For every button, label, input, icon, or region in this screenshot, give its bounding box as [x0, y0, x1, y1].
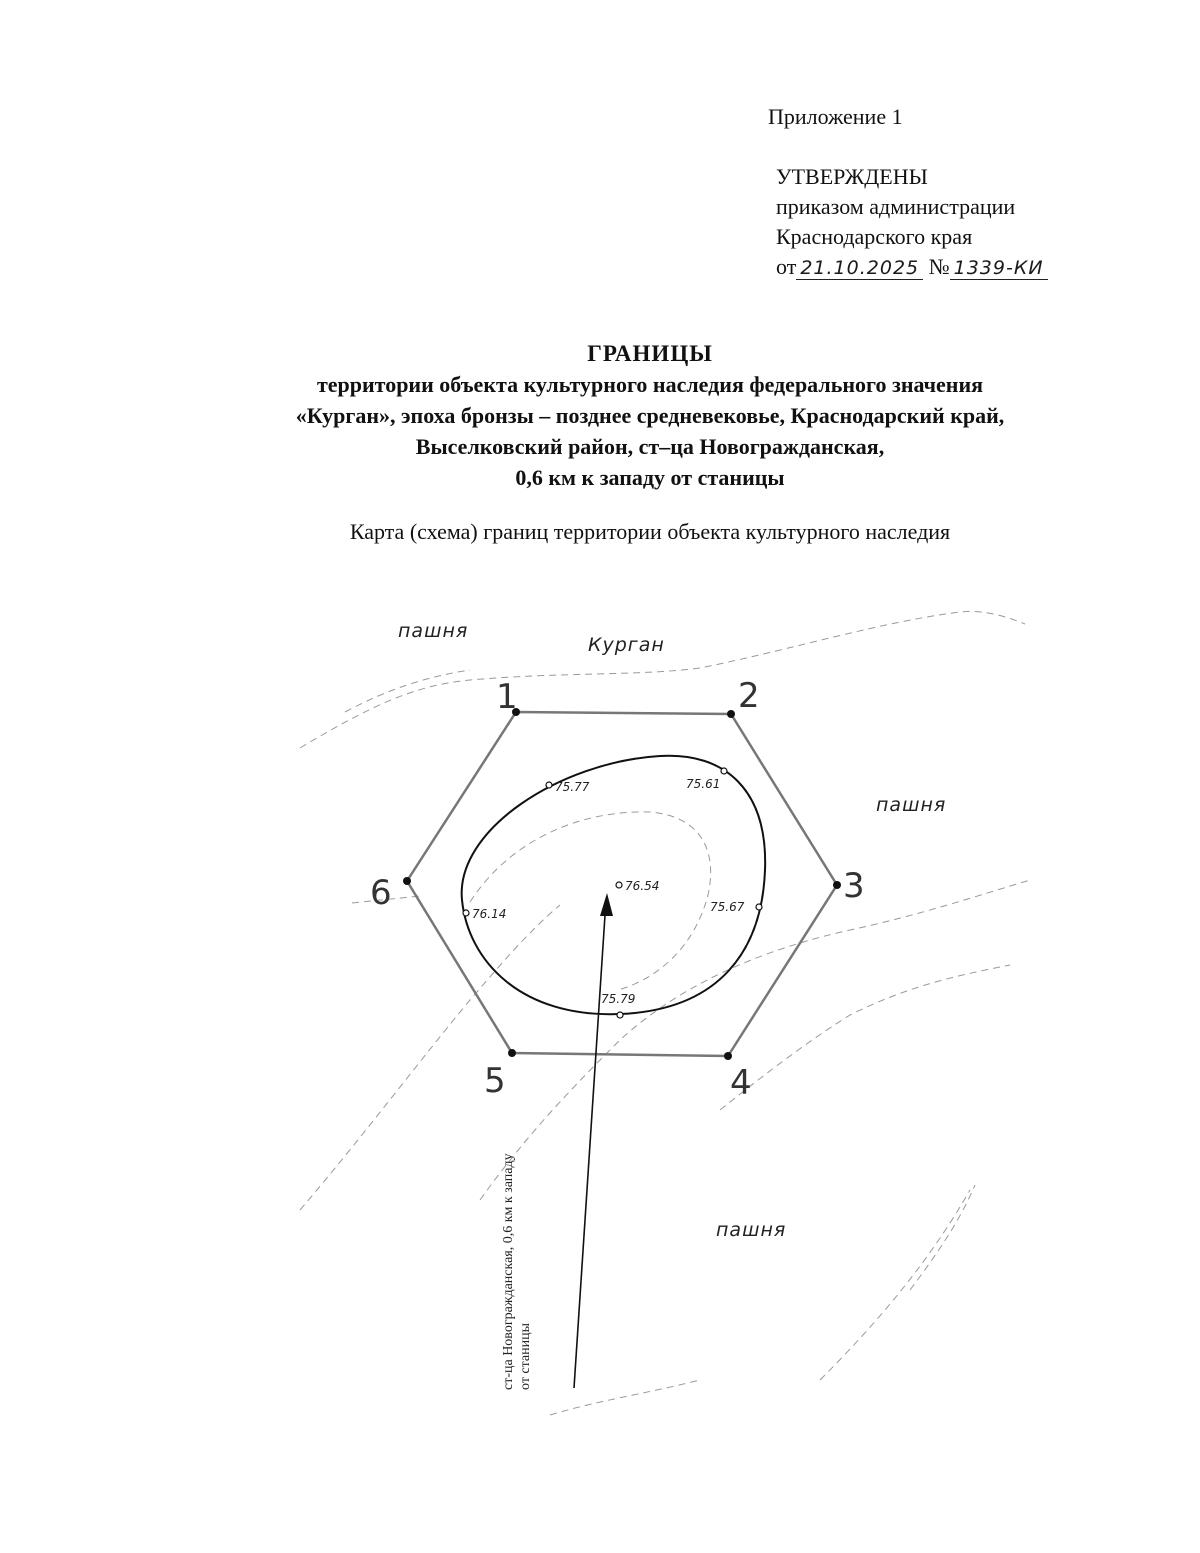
- elevation-point-76-14: [463, 910, 469, 916]
- elevation-point-76-54: [616, 882, 622, 888]
- order-number-handwritten: 1339-КИ: [950, 257, 1048, 280]
- land-label-arable-nw: пашня: [398, 620, 469, 642]
- title-line-4: 0,6 км к западу от станицы: [515, 465, 785, 490]
- field-line-south-west: [300, 905, 560, 1210]
- order-label: приказом администрации: [776, 194, 1016, 219]
- approved-label: УТВЕРЖДЕНЫ: [776, 164, 928, 189]
- title-main: ГРАНИЦЫ: [587, 341, 713, 366]
- elevation-label-76-14: 76.14: [472, 907, 507, 921]
- elevation-label-75-79: 75.79: [601, 992, 636, 1006]
- point-number-3: 3: [843, 866, 865, 906]
- date-prefix: от: [776, 254, 797, 279]
- elevation-label-76-54: 76.54: [625, 879, 660, 893]
- order-date-handwritten: 21.10.2025: [796, 257, 923, 280]
- arrow-shaft: [574, 900, 606, 1388]
- land-label-arable-east: пашня: [876, 794, 947, 816]
- boundary-vertex-4: [724, 1052, 732, 1060]
- contour-inner: [470, 812, 711, 990]
- annex-label: Приложение 1: [768, 104, 903, 129]
- boundary-vertex-5: [508, 1049, 516, 1057]
- title-line-1: территории объекта культурного наследия федерального значения: [316, 372, 984, 397]
- direction-note-line-1: ст-ца Новогражданская, 0,6 км к западу: [501, 1153, 516, 1390]
- elevation-point-75-77: [546, 782, 552, 788]
- land-label-arable-south: пашня: [716, 1219, 787, 1241]
- field-line-lower-right-3: [910, 1185, 975, 1290]
- point-number-6: 6: [370, 873, 392, 913]
- elevation-label-75-67: 75.67: [710, 900, 745, 914]
- field-boundaries: [300, 611, 1030, 1415]
- point-number-4: 4: [730, 1063, 752, 1103]
- elevation-label-75-77: 75.77: [555, 780, 590, 794]
- direction-note-line-2: от станицы: [518, 1322, 533, 1390]
- direction-note: [501, 1153, 533, 1390]
- object-label-kurgan: Курган: [588, 634, 665, 656]
- point-number-2: 2: [738, 676, 760, 716]
- point-number-1: 1: [496, 677, 518, 717]
- number-prefix: №: [928, 254, 950, 279]
- map-caption: Карта (схема) границ территории объекта культурного наследия: [349, 519, 951, 544]
- kurgan-outline: [462, 756, 765, 1014]
- boundary-vertex-2: [727, 710, 735, 718]
- elevation-point-75-67: [756, 904, 762, 910]
- arrow-head: [600, 893, 613, 916]
- boundary-vertex-3: [833, 881, 841, 889]
- boundary-vertex-6: [403, 877, 411, 885]
- field-line-lower-right-2: [550, 1380, 700, 1415]
- elevation-label-75-61: 75.61: [686, 777, 721, 791]
- title-line-2: «Курган», эпоха бронзы – позднее средневековье, Краснодарский край,: [295, 403, 1005, 428]
- field-line-south-east: [720, 965, 1010, 1110]
- point-number-5: 5: [484, 1061, 506, 1101]
- region-label: Краснодарского края: [776, 224, 973, 249]
- field-line-lower-right-1: [820, 1190, 970, 1380]
- elevation-point-75-61: [721, 768, 727, 774]
- field-line-upper-left: [345, 670, 470, 712]
- direction-arrow: [574, 893, 613, 1388]
- title-line-3: Выселковский район, ст–ца Новогражданская,: [415, 434, 885, 459]
- elevation-point-75-79: [617, 1012, 623, 1018]
